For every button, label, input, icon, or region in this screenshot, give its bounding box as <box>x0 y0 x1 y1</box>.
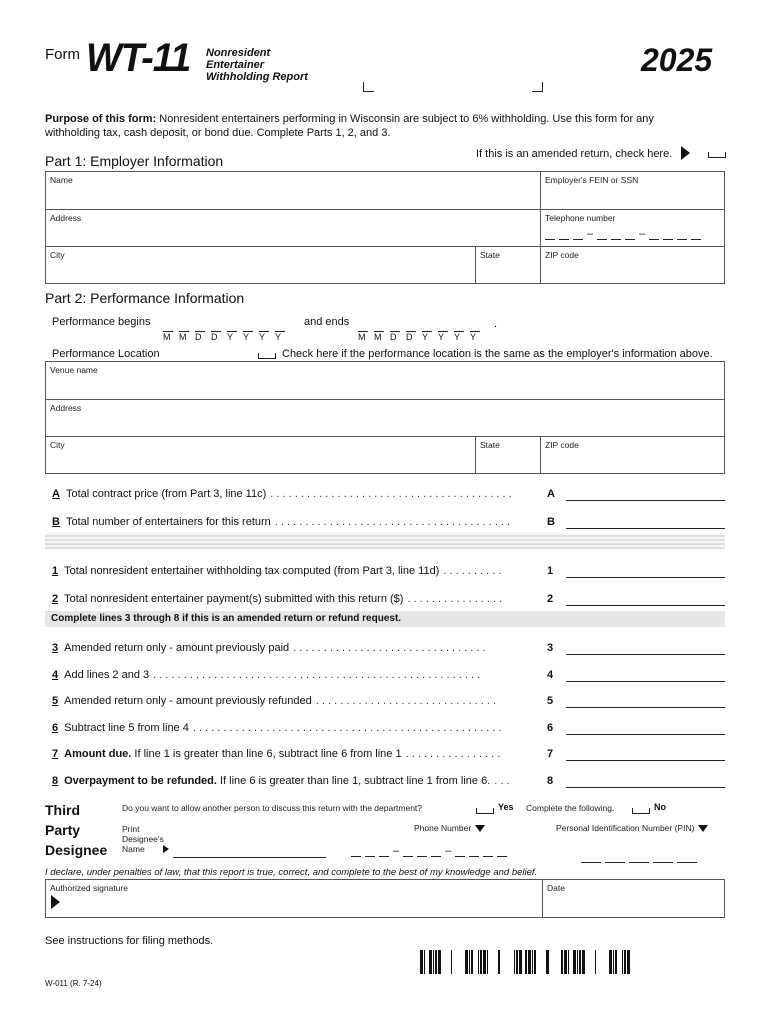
line-number: B <box>52 516 60 528</box>
line-amount-input[interactable] <box>566 734 725 735</box>
venue-zip-label: ZIP code <box>545 440 579 450</box>
form-id: W-011 (R. 7-24) <box>45 979 102 988</box>
barcode-bar <box>615 950 617 974</box>
date-format-char: Y <box>227 332 234 342</box>
employer-zip-field[interactable] <box>541 247 725 284</box>
date-digit-slot[interactable] <box>195 321 205 332</box>
complete-banner <box>45 611 725 627</box>
employer-name-label: Name <box>50 175 73 185</box>
designee-yes-checkbox[interactable] <box>476 808 494 814</box>
designee-name-label-3: Name <box>122 844 145 854</box>
same-location-text: Check here if the performance location is the same as the employer's information above. <box>282 348 713 360</box>
barcode-bar <box>498 950 500 974</box>
form-year: 2025 <box>641 42 713 78</box>
line-leader-dots: . . . . . . . . . . . . . . . . . . . . . . . . . . . . . . . . . . . . . . . . . . . . . . . . . . . . . . <box>153 668 481 681</box>
barcode-bar <box>534 950 536 974</box>
line-code-label: 3 <box>547 642 554 654</box>
line-leader-dots: . . . . . . . . . . . . . . . . . . . . . . . . . . . . . . . . . . . . . . . <box>274 516 511 528</box>
barcode-bar <box>429 950 432 974</box>
barcode-bar <box>435 950 437 974</box>
barcode-bar <box>622 950 623 974</box>
barcode-bar <box>451 950 452 974</box>
designee-name-label <box>122 824 164 854</box>
instructions-text: See instructions for filing methods. <box>45 935 214 947</box>
designee-phone-label-text: Phone Number <box>414 823 472 833</box>
venue-state-label: State <box>480 440 500 450</box>
employer-fein-field[interactable] <box>541 172 725 210</box>
line-amount-input[interactable] <box>566 681 725 682</box>
line-text: Amended return only - amount previously paid <box>64 642 290 654</box>
designee-question: Do you want to allow another person to discuss this return with the department? <box>122 803 423 813</box>
lines_38-line-5 <box>52 695 496 707</box>
employer-fein-label: Employer's FEIN or SSN <box>545 175 639 185</box>
date-digit-slot[interactable] <box>390 321 400 332</box>
line-leader-dots: . . . . . . . . . . . . . . . . . . . . . . . . . . . . . . . . . . . . . . . . . . . . . . . . . . . <box>192 721 502 734</box>
barcode-bar <box>579 950 581 974</box>
signature-box <box>45 879 725 918</box>
chevron-down-icon <box>698 825 708 832</box>
line-text: Total contract price (from Part 3, line 11c) <box>65 488 267 500</box>
date-field[interactable] <box>543 880 725 917</box>
barcode-bar <box>465 950 468 974</box>
barcode-bar <box>487 950 488 974</box>
designee-pin-label-text: Personal Identification Number (PIN) <box>556 823 695 833</box>
barcode-bar <box>483 950 486 974</box>
barcode-bar <box>546 950 549 974</box>
barcode-bar <box>514 950 515 974</box>
line-leader-dots: . . . <box>494 775 510 787</box>
line-code-label: 1 <box>547 565 554 577</box>
signature-label: Authorized signature <box>50 883 128 893</box>
date-digit-slot[interactable] <box>374 321 384 332</box>
venue-address-field[interactable] <box>46 400 725 437</box>
performance-begins-date[interactable] <box>163 314 291 342</box>
venue-city-field[interactable] <box>46 437 476 474</box>
complete-banner-text: Complete lines 3 through 8 if this is an amended return or refund request. <box>51 613 402 624</box>
line-number: 1 <box>52 565 59 577</box>
line-text: Total nonresident entertainer withholding tax computed (from Part 3, line 11d) <box>64 565 440 577</box>
barcode-bar <box>525 950 527 974</box>
form-title <box>206 47 308 83</box>
date-format-char: Y <box>275 332 282 342</box>
employer-address-field[interactable] <box>46 210 541 247</box>
lines_38-line-7 <box>52 748 500 760</box>
line-text: If line 6 is greater than line 1, subtract line 1 from line 6. <box>216 775 491 787</box>
date-format-char: M <box>374 332 382 342</box>
designee-no-label: No <box>654 802 666 812</box>
venue-name-field[interactable] <box>46 362 725 400</box>
purpose-heading: Purpose of this form: <box>45 113 157 125</box>
venue-info-box <box>45 361 725 474</box>
line-bold-text: Amount due. <box>64 748 132 761</box>
line-leader-dots: . . . . . . . . . . . . . . . . . . . . . . . . . . . . . . . . <box>293 642 486 654</box>
designee-no-checkbox[interactable] <box>632 808 650 814</box>
lines_38-line-4 <box>52 669 480 681</box>
date-digit-slot[interactable] <box>275 321 285 332</box>
form-title-line2: Entertainer <box>206 59 265 71</box>
employer-info-box <box>45 171 725 284</box>
employer-city-label: City <box>50 250 65 260</box>
line-number: 3 <box>52 642 59 654</box>
line-number: 7 <box>52 748 59 761</box>
line-text: Subtract line 5 from line 4 <box>64 721 189 734</box>
date-format-char: M <box>179 332 187 342</box>
date-format-char: D <box>390 332 397 342</box>
designee-complete-text: Complete the following. <box>526 803 615 813</box>
line-code-label: 6 <box>547 721 554 734</box>
venue-state-field[interactable] <box>476 437 541 474</box>
date-format-char: Y <box>438 332 445 342</box>
venue-zip-field[interactable] <box>541 437 725 474</box>
purpose-body: Nonresident entertainers performing in Wisconsin are subject to 6% withholding. Use this form for any <box>156 113 654 125</box>
barcode-bar <box>478 950 479 974</box>
barcode-bar <box>568 950 569 974</box>
line-text: Total nonresident entertainer payment(s) submitted with this return ($) <box>64 593 404 605</box>
amended-checkbox[interactable] <box>708 152 726 158</box>
line-leader-dots: . . . . . . . . . . <box>443 565 502 577</box>
designee-pin-label <box>556 823 708 833</box>
line-number: 8 <box>52 775 59 787</box>
date-format-char: D <box>195 332 202 342</box>
signature-arrow-icon <box>51 895 60 909</box>
barcode-bar <box>528 950 531 974</box>
date-digit-slot[interactable] <box>211 321 221 332</box>
line-amount-input[interactable] <box>566 787 725 788</box>
line-number: 2 <box>52 593 59 605</box>
line-leader-dots: . . . . . . . . . . . . . . . . . . . . . . . . . . . . . . <box>315 695 497 708</box>
line-code-label: 8 <box>547 775 554 787</box>
employer-city-field[interactable] <box>46 247 476 284</box>
employer-phone-field[interactable] <box>541 210 725 247</box>
date-digit-slot[interactable] <box>163 321 173 332</box>
lines_38-line-6 <box>52 722 502 734</box>
designee-title-2: Party <box>45 822 81 838</box>
corner-mark-left <box>363 82 374 92</box>
date-digit-slot[interactable] <box>406 321 416 332</box>
designee-phone-input[interactable]: – – <box>351 845 511 857</box>
employer-state-field[interactable] <box>476 247 541 284</box>
purpose-body-2: withholding tax, cash deposit, or bond due. Complete Parts 1, 2, and 3. <box>45 127 391 139</box>
line-amount-input[interactable] <box>566 605 725 606</box>
form-number: WT-11 <box>86 36 191 80</box>
barcode-bar <box>564 950 567 974</box>
barcode-bar <box>424 950 425 974</box>
date-digit-slot[interactable] <box>259 321 269 332</box>
employer-state-label: State <box>480 250 500 260</box>
employer-zip-label: ZIP code <box>545 250 579 260</box>
designee-arrow-icon <box>163 845 169 853</box>
part2-title: Part 2: Performance Information <box>45 290 245 306</box>
lines_38-line-8 <box>52 775 510 787</box>
date-format-char: D <box>406 332 413 342</box>
lines_12-line-1 <box>52 565 501 577</box>
barcode-bar <box>420 950 423 974</box>
barcode-bar <box>480 950 482 974</box>
barcode-bar <box>438 950 441 974</box>
venue-name-label: Venue name <box>50 365 98 375</box>
barcode-bar <box>577 950 578 974</box>
lines_ab-line-a <box>52 488 512 500</box>
date-digit-slot[interactable] <box>438 321 448 332</box>
line-text: Total number of entertainers for this return <box>65 516 271 528</box>
form-title-line1: Nonresident <box>206 47 271 59</box>
performance-ends-label: and ends <box>304 316 350 328</box>
designee-phone-label <box>414 823 485 833</box>
signature-field[interactable] <box>46 880 543 917</box>
lines_12-line-2 <box>52 593 502 605</box>
barcode-bar <box>433 950 434 974</box>
date-format-char: Y <box>422 332 429 342</box>
barcode <box>420 950 632 974</box>
form-word: Form <box>45 46 80 63</box>
date-format-char: D <box>211 332 218 342</box>
date-digit-slot[interactable] <box>179 321 189 332</box>
performance-ends-date[interactable] <box>358 314 486 342</box>
line-number: A <box>52 488 60 500</box>
date-digit-slot[interactable] <box>470 321 480 332</box>
designee-pin-input[interactable] <box>581 845 701 863</box>
date-format-char: M <box>163 332 171 342</box>
shaded-divider <box>45 533 725 549</box>
line-amount-input[interactable] <box>566 707 725 708</box>
designee-name-label-2: Designee's <box>122 834 164 844</box>
line-amount-input[interactable] <box>566 760 725 761</box>
line-amount-input[interactable] <box>566 528 725 529</box>
line-leader-dots: . . . . . . . . . . . . . . . . <box>405 748 501 761</box>
venue-city-label: City <box>50 440 65 450</box>
line-code-label: 2 <box>547 593 554 605</box>
part1-title: Part 1: Employer Information <box>45 153 224 169</box>
form-title-line3: Withholding Report <box>206 71 308 83</box>
designee-title-1: Third <box>45 802 80 818</box>
employer-phone-label: Telephone number <box>545 213 616 223</box>
date-digit-slot[interactable] <box>454 321 464 332</box>
venue-address-label: Address <box>50 403 82 413</box>
performance-begins-label: Performance begins <box>52 316 151 328</box>
designee-title-3: Designee <box>45 842 108 858</box>
amended-text: If this is an amended return, check here. <box>476 148 673 160</box>
barcode-bar <box>624 950 626 974</box>
date-format-char: Y <box>243 332 250 342</box>
line-code-label: B <box>547 516 555 528</box>
barcode-bar <box>471 950 473 974</box>
date-digit-slot[interactable] <box>358 321 368 332</box>
barcode-bar <box>573 950 576 974</box>
performance-location-label: Performance Location <box>52 348 160 360</box>
line-bold-text: Overpayment to be refunded. <box>64 775 217 787</box>
date-digit-slot[interactable] <box>422 321 432 332</box>
barcode-bar <box>561 950 563 974</box>
line-text: Add lines 2 and 3 <box>64 668 150 681</box>
declaration-text: I declare, under penalties of law, that this report is true, correct, and complete to the best of my knowledge and belief. <box>45 867 538 878</box>
lines_38-line-3 <box>52 642 486 654</box>
line-number: 6 <box>52 721 59 734</box>
purpose-text <box>45 112 725 140</box>
designee-name-label-1: Print <box>122 824 140 834</box>
line-text: Amended return only - amount previously refunded <box>64 695 312 708</box>
employer-name-field[interactable] <box>46 172 541 210</box>
line-code-label: 7 <box>547 748 554 761</box>
designee-title <box>45 800 107 860</box>
line-amount-input[interactable] <box>566 500 725 501</box>
barcode-bar <box>532 950 533 974</box>
line-amount-input[interactable] <box>566 654 725 655</box>
line-leader-dots: . . . . . . . . . . . . . . . . . . . . . . . . . . . . . . . . . . . . . . . . <box>270 488 512 500</box>
line-number: 5 <box>52 695 59 708</box>
date-format-char: M <box>358 332 366 342</box>
line-code-label: 5 <box>547 695 554 708</box>
date-format-char: Y <box>259 332 266 342</box>
corner-mark-right <box>532 82 543 92</box>
employer-address-label: Address <box>50 213 82 223</box>
barcode-bar <box>613 950 614 974</box>
line-code-label: 4 <box>547 668 554 681</box>
date-format-char: Y <box>454 332 461 342</box>
line-text: If line 1 is greater than line 6, subtract line 6 from line 1 <box>131 748 402 761</box>
barcode-bar <box>595 950 596 974</box>
date-digit-slot[interactable] <box>243 321 253 332</box>
line-amount-input[interactable] <box>566 577 725 578</box>
date-format-char: Y <box>470 332 477 342</box>
designee-name-input[interactable] <box>173 857 326 858</box>
arrow-icon <box>681 146 690 160</box>
line-code-label: A <box>547 488 555 500</box>
chevron-down-icon <box>475 825 485 832</box>
phone-format: – – <box>545 228 705 240</box>
barcode-bar <box>627 950 630 974</box>
lines_ab-line-b <box>52 516 510 528</box>
barcode-bar <box>469 950 470 974</box>
date-label: Date <box>547 883 565 893</box>
barcode-bar <box>516 950 518 974</box>
designee-yes-label: Yes <box>498 802 514 812</box>
barcode-bar <box>582 950 585 974</box>
date-digit-slot[interactable] <box>227 321 237 332</box>
same-location-checkbox[interactable] <box>258 353 276 359</box>
barcode-bar <box>609 950 612 974</box>
line-number: 4 <box>52 668 59 681</box>
line-leader-dots: . . . . . . . . . . . . . . . . <box>407 593 503 605</box>
barcode-bar <box>519 950 522 974</box>
